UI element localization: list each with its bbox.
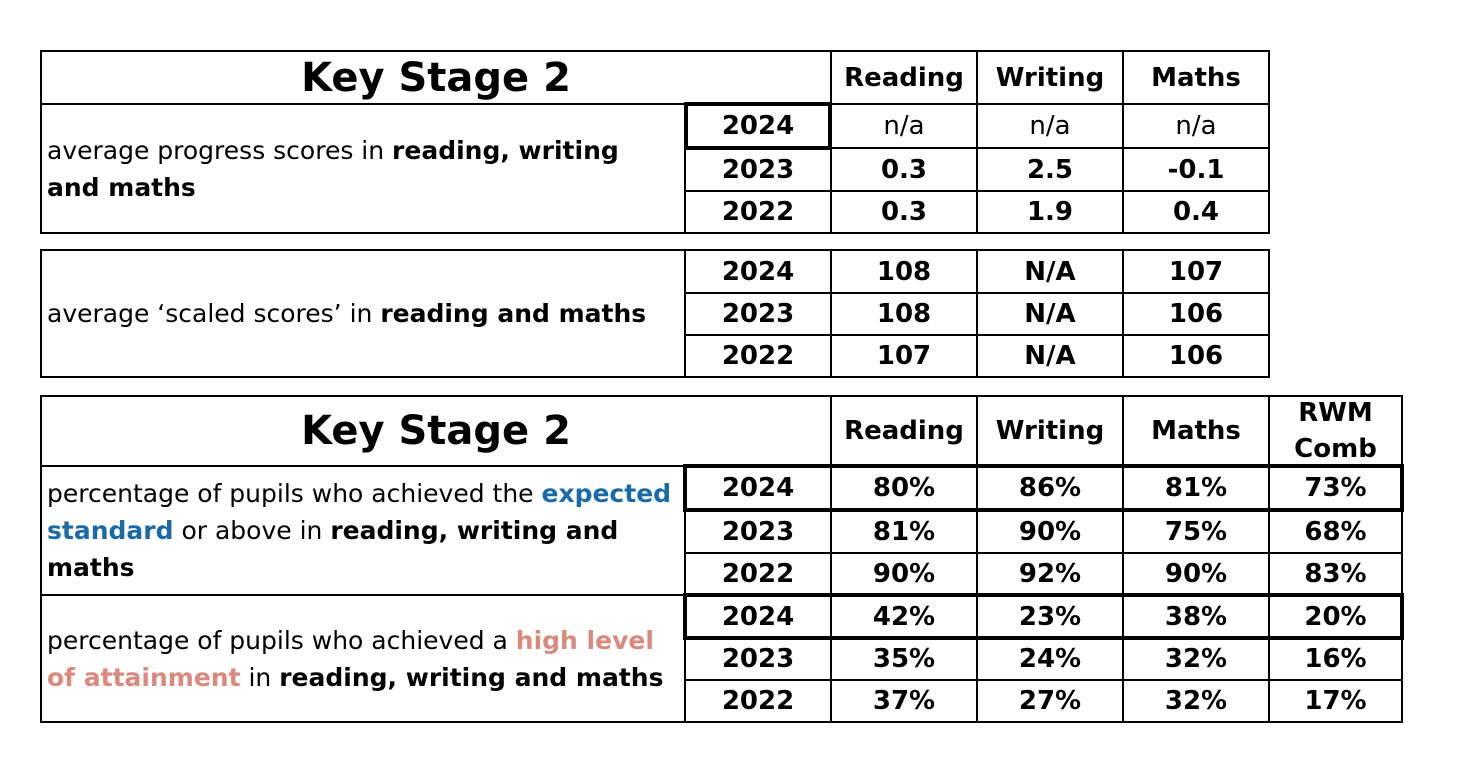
table1-cell: 2.5 — [976, 147, 1124, 192]
table3-cell: 16% — [1268, 637, 1403, 681]
table2-cell: N/A — [976, 292, 1124, 336]
table3-title: Key Stage 2 — [40, 395, 832, 467]
table3-cell: 20% — [1268, 594, 1403, 639]
table3-cell: 90% — [976, 509, 1124, 554]
table3-cell: 90% — [1122, 552, 1270, 596]
table1-cell: 0.4 — [1122, 190, 1270, 234]
high-attainment-label: percentage of pupils who achieved a high level of attainment in reading, writing and maths — [40, 594, 686, 723]
table3-cell: 73% — [1268, 465, 1403, 511]
table2-cell: 108 — [830, 249, 978, 294]
table2-cell: 106 — [1122, 292, 1270, 336]
table2-cell: 108 — [830, 292, 978, 336]
table1-header-writing: Writing — [976, 50, 1124, 105]
table3-header-reading: Reading — [830, 395, 978, 467]
table3-cell: 35% — [830, 637, 978, 681]
table1-cell: 0.3 — [830, 147, 978, 192]
table3-year: 2023 — [684, 509, 832, 554]
table3-year: 2024 — [684, 465, 832, 511]
table3-cell: 32% — [1122, 637, 1270, 681]
table2-cell: 107 — [830, 334, 978, 378]
table1-title: Key Stage 2 — [40, 50, 832, 105]
table1-year: 2024 — [684, 103, 832, 149]
table2-year: 2024 — [684, 249, 832, 294]
table3-year: 2024 — [684, 594, 832, 639]
table1-cell: 0.3 — [830, 190, 978, 234]
table3-cell: 90% — [830, 552, 978, 596]
table3-header-maths: Maths — [1122, 395, 1270, 467]
table1-year: 2023 — [684, 147, 832, 192]
table1-cell: n/a — [1122, 103, 1270, 149]
table2-row-label: average ‘scaled scores’ in reading and maths — [40, 249, 686, 378]
table2-cell: 106 — [1122, 334, 1270, 378]
table3-cell: 83% — [1268, 552, 1403, 596]
table3-year: 2023 — [684, 637, 832, 681]
table1-cell: n/a — [830, 103, 978, 149]
table3-cell: 38% — [1122, 594, 1270, 639]
table3-header-writing: Writing — [976, 395, 1124, 467]
table1-year: 2022 — [684, 190, 832, 234]
table2-cell: N/A — [976, 249, 1124, 294]
table2-cell: N/A — [976, 334, 1124, 378]
table3-cell: 27% — [976, 679, 1124, 723]
table3-cell: 37% — [830, 679, 978, 723]
table3-cell: 17% — [1268, 679, 1403, 723]
table2-cell: 107 — [1122, 249, 1270, 294]
table3-year: 2022 — [684, 552, 832, 596]
table1-header-reading: Reading — [830, 50, 978, 105]
table3-header-rwm-comb: RWM Comb — [1268, 395, 1403, 467]
table3-cell: 23% — [976, 594, 1124, 639]
table3-cell: 80% — [830, 465, 978, 511]
table3-cell: 92% — [976, 552, 1124, 596]
table1-cell: 1.9 — [976, 190, 1124, 234]
table1-row-label: average progress scores in reading, writing and maths — [40, 103, 686, 234]
table3-year: 2022 — [684, 679, 832, 723]
table1-cell: n/a — [976, 103, 1124, 149]
table3-cell: 86% — [976, 465, 1124, 511]
table3-cell: 42% — [830, 594, 978, 639]
table3-cell: 24% — [976, 637, 1124, 681]
table3-cell: 68% — [1268, 509, 1403, 554]
table2-year: 2023 — [684, 292, 832, 336]
table1-header-maths: Maths — [1122, 50, 1270, 105]
table2-year: 2022 — [684, 334, 832, 378]
table1-cell: -0.1 — [1122, 147, 1270, 192]
table3-cell: 81% — [830, 509, 978, 554]
table3-cell: 81% — [1122, 465, 1270, 511]
expected-standard-label: percentage of pupils who achieved the expected standard or above in reading, writing and maths — [40, 465, 686, 596]
table3-cell: 32% — [1122, 679, 1270, 723]
table3-cell: 75% — [1122, 509, 1270, 554]
